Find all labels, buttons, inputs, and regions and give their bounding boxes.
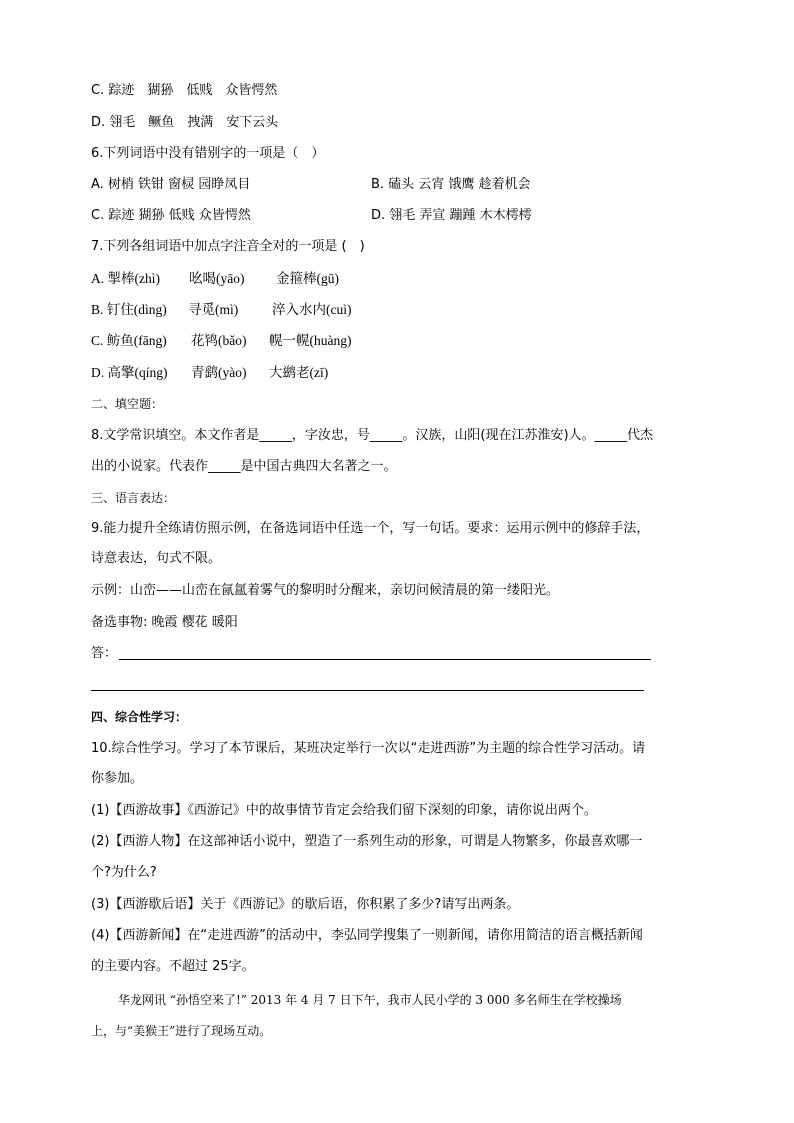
q9-line1: 9.能力提升全练请仿照示例，在备选词语中任选一个，写一句话。要求：运用示例中的修辞手法， — [91, 521, 650, 536]
q7-a-word1: A. 掣棒(zhì) — [91, 271, 160, 286]
q7-d-word1: D. 高擎(qíng) — [91, 365, 168, 380]
news-excerpt-line2: 上，与“美猴王”进行了现场互动。 — [91, 1024, 272, 1038]
q10-part4-line2: 的主要内容。不超过 25字。 — [91, 959, 255, 974]
section-3-heading: 三、语言表达： — [91, 491, 176, 505]
q7-b-word1: B. 钉住(dìng) — [91, 302, 167, 317]
q7-b-word3: 淬入水内(cuì) — [272, 302, 352, 317]
q6-option-a: A. 树梢 铁钳 窗棂 园睁凤目 — [91, 177, 251, 192]
section-2-heading: 二、填空题： — [91, 397, 164, 411]
q7-option-c — [91, 332, 351, 350]
q7-b-word2: 寻觅(mì) — [188, 302, 239, 317]
q10-line2: 你参加。 — [91, 771, 144, 786]
q7-a-word2: 吆喝(yāo) — [189, 271, 245, 286]
q6-option-c: C. 踪迹 猢狲 低贱 众皆愕然 — [91, 208, 251, 223]
q6-option-b: B. 磕头 云宵 饿鹰 趁着机会 — [371, 177, 531, 192]
q8-line1: 8.文学常识填空。本文作者是_____，字汝忠，号_____。汉族，山阳(现在江苏淮安)人。_____代杰 — [91, 428, 654, 443]
q6-option-d: D. 翎毛 弄宣 蹦踵 木木樗樗 — [371, 208, 532, 223]
q5-option-d: D. 翎毛 鳜鱼 拽满 安下云头 — [91, 115, 279, 130]
q9-options: 备选事物: 晚霞 樱花 暖阳 — [91, 615, 238, 630]
answer-line-2[interactable] — [91, 690, 644, 691]
q10-line1: 10.综合性学习。学习了本节课后，某班决定举行一次以“走进西游”为主题的综合性学习活动。请 — [91, 741, 646, 756]
q7-d-word2: 青鹞(yào) — [191, 365, 247, 380]
q10-part1: (1)【西游故事】《西游记》中的故事情节肯定会给我们留下深刻的印象，请你说出两个。 — [91, 803, 597, 818]
q7-c-word2: 花鸨(bǎo) — [191, 333, 247, 348]
q9-example: 示例：山峦——山峦在氤氲着雾气的黎明时分醒来，亲切问候清晨的第一缕阳光。 — [91, 583, 560, 598]
q7-option-a — [91, 270, 339, 288]
q7-option-b — [91, 301, 351, 319]
q9-answer-label: 答： — [91, 646, 118, 661]
q10-part2-line1: (2)【西游人物】在这部神话小说中，塑造了一系列生动的形象，可谓是人物繁多，你最喜欢哪一 — [91, 834, 643, 849]
q7-a-word3: 金箍棒(gū) — [276, 271, 339, 286]
answer-line-1[interactable] — [119, 659, 651, 660]
q7-option-d — [91, 364, 328, 382]
q6-stem: 6.下列词语中没有错别字的一项是（ ） — [91, 146, 325, 161]
q10-part4-line1: (4)【西游新闻】在“走进西游”的活动中，李弘同学搜集了一则新闻，请你用简洁的语言概括新闻 — [91, 928, 643, 943]
news-excerpt-line1: 华龙网讯 “孙悟空来了!” 2013 年 4 月 7 日下午，我市人民小学的 3 000 多名师生在学校操场 — [118, 993, 622, 1007]
q10-part3: (3)【西游歇后语】关于《西游记》的歇后语，你积累了多少?请写出两条。 — [91, 897, 520, 912]
q7-c-word3: 幌一幌(huàng) — [269, 333, 352, 348]
section-4-heading: 四、综合性学习： — [91, 710, 188, 724]
q10-part2-line2: 个?为什么? — [91, 865, 157, 880]
q9-line2: 诗意表达，句式不限。 — [91, 551, 222, 566]
q7-stem: 7.下列各组词语中加点字注音全对的一项是 ( ) — [91, 239, 365, 254]
q5-option-c: C. 踪迹 猢狲 低贱 众皆愕然 — [91, 83, 278, 98]
q8-line2: 出的小说家。代表作_____是中国古典四大名著之一。 — [91, 459, 397, 474]
q7-d-word3: 大鹚老(zī) — [269, 365, 329, 380]
q7-c-word1: C. 鲂鱼(fāng) — [91, 333, 167, 348]
